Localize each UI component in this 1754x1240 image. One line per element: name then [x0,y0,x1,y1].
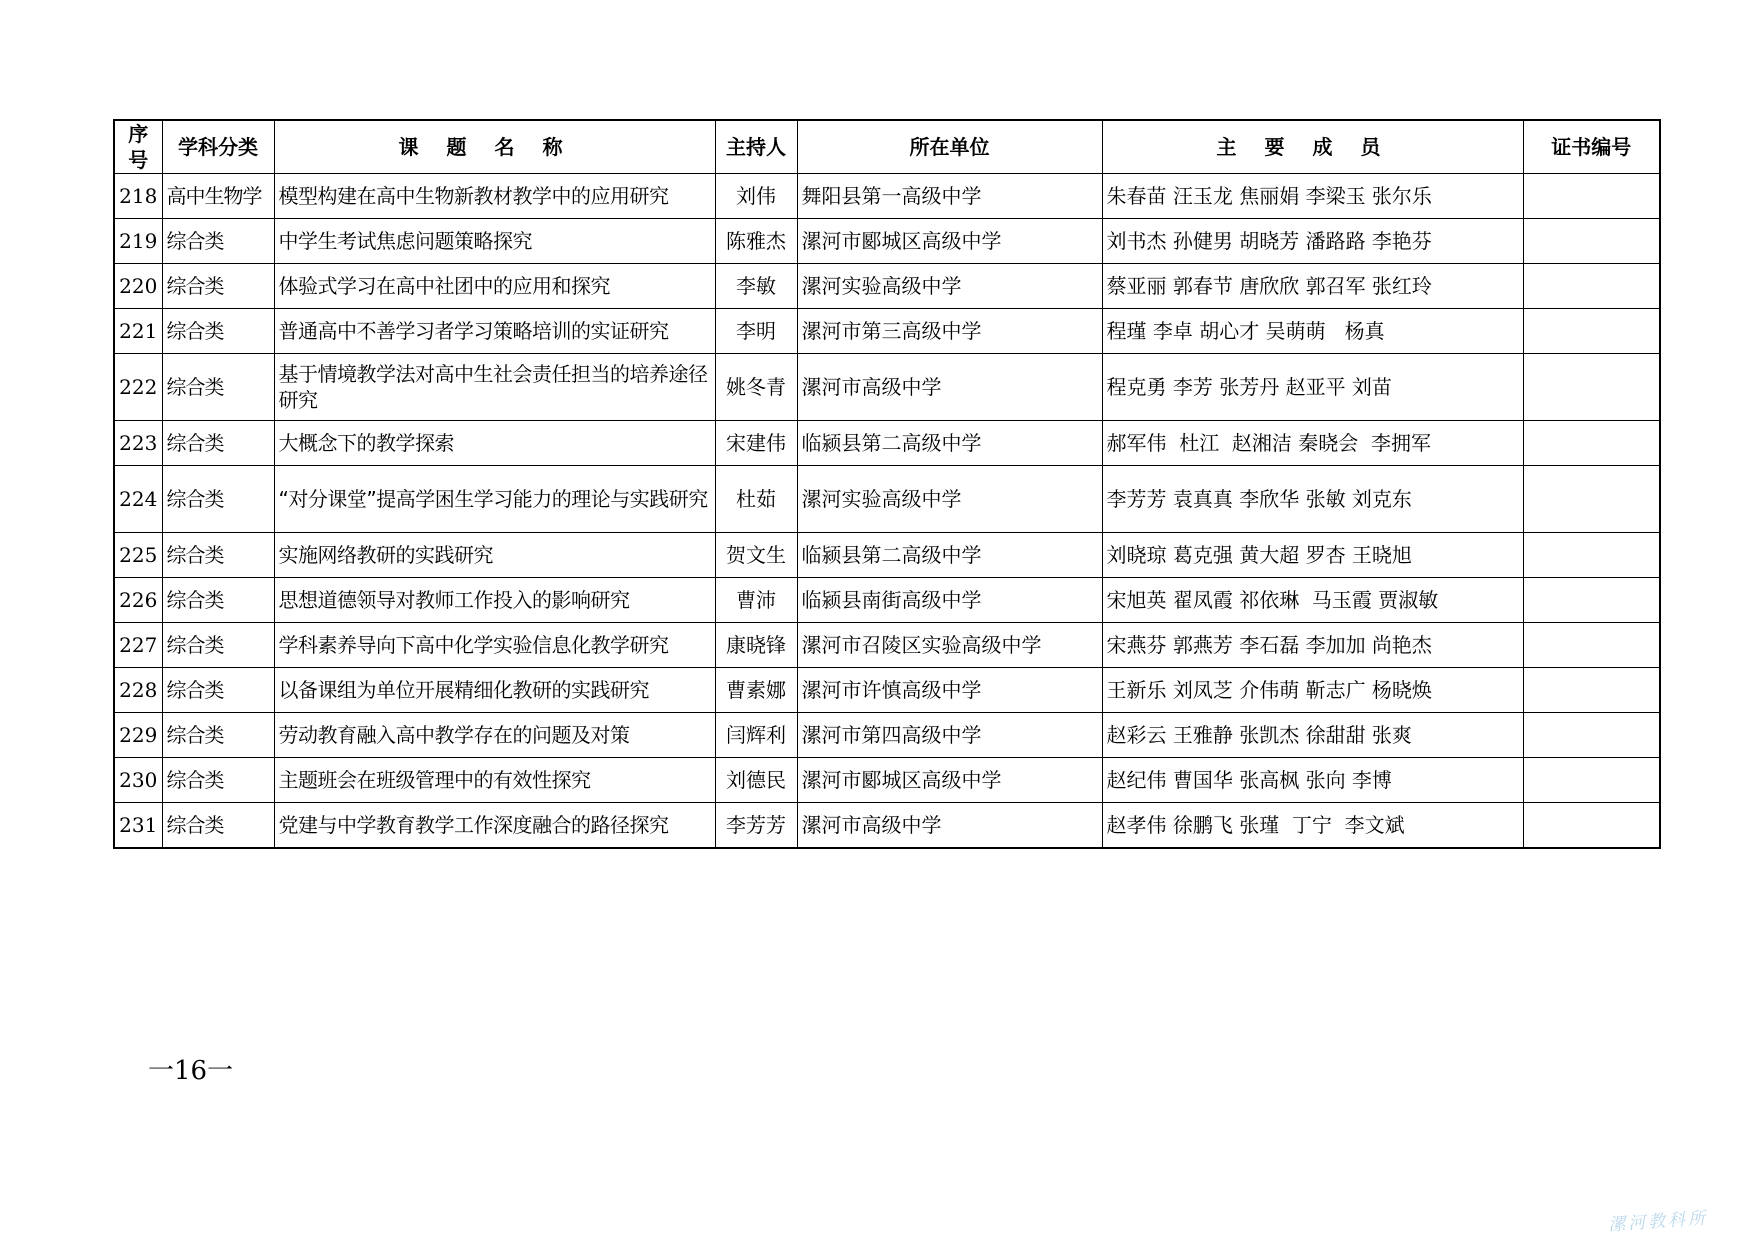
table-row [114,623,1660,668]
cell-category: 综合类 [162,578,274,623]
cell-members: 宋燕芬 郭燕芳 李石磊 李加加 尚艳杰 [1102,623,1523,668]
cell-unit: 漯河市郾城区高级中学 [797,758,1102,803]
table-row [114,264,1660,309]
table-row [114,803,1660,849]
cell-category: 综合类 [162,421,274,466]
table-header-row [114,120,1660,174]
cell-no: 223 [114,421,162,466]
header-category: 学科分类 [162,120,274,174]
cell-unit: 临颍县第二高级中学 [797,421,1102,466]
cell-category: 综合类 [162,264,274,309]
table-row [114,354,1660,421]
header-host: 主持人 [715,120,797,174]
cell-category: 综合类 [162,803,274,849]
cell-no: 229 [114,713,162,758]
cell-title: 思想道德领导对教师工作投入的影响研究 [274,578,715,623]
cell-members: 李芳芳 袁真真 李欣华 张敏 刘克东 [1102,466,1523,533]
cell-cert [1523,803,1660,849]
cell-unit: 漯河市高级中学 [797,803,1102,849]
cell-no: 227 [114,623,162,668]
cell-category: 综合类 [162,623,274,668]
header-unit: 所在单位 [797,120,1102,174]
cell-unit: 漯河市许慎高级中学 [797,668,1102,713]
cell-title: 学科素养导向下高中化学实验信息化教学研究 [274,623,715,668]
cell-category: 高中生物学 [162,174,274,219]
cell-category: 综合类 [162,466,274,533]
watermark: 漯河教科所 [1607,1208,1709,1236]
cell-host: 李敏 [715,264,797,309]
cell-host: 康晓锋 [715,623,797,668]
cell-host: 曹素娜 [715,668,797,713]
table-row [114,466,1660,533]
cell-category: 综合类 [162,219,274,264]
cell-title: 普通高中不善学习者学习策略培训的实证研究 [274,309,715,354]
cell-members: 刘书杰 孙健男 胡晓芳 潘路路 李艳芬 [1102,219,1523,264]
cell-cert [1523,533,1660,578]
cell-host: 刘伟 [715,174,797,219]
cell-title: 体验式学习在高中社团中的应用和探究 [274,264,715,309]
cell-unit: 临颍县第二高级中学 [797,533,1102,578]
cell-host: 李明 [715,309,797,354]
cell-host: 闫辉利 [715,713,797,758]
cell-host: 刘德民 [715,758,797,803]
cell-category: 综合类 [162,668,274,713]
cell-no: 228 [114,668,162,713]
cell-no: 226 [114,578,162,623]
cell-title: 基于情境教学法对高中生社会责任担当的培养途径研究 [274,354,715,421]
cell-no: 221 [114,309,162,354]
cell-unit: 漯河市郾城区高级中学 [797,219,1102,264]
table-row [114,219,1660,264]
page-number: 一16一 [148,1056,234,1086]
cell-category: 综合类 [162,309,274,354]
cell-unit: 漯河市高级中学 [797,354,1102,421]
table-row [114,174,1660,219]
cell-cert [1523,174,1660,219]
table-row [114,533,1660,578]
cell-no: 218 [114,174,162,219]
table-row [114,758,1660,803]
cell-cert [1523,668,1660,713]
cell-members: 程克勇 李芳 张芳丹 赵亚平 刘苗 [1102,354,1523,421]
cell-no: 222 [114,354,162,421]
cell-unit: 舞阳县第一高级中学 [797,174,1102,219]
cell-cert [1523,713,1660,758]
cell-title: 党建与中学教育教学工作深度融合的路径探究 [274,803,715,849]
cell-host: 贺文生 [715,533,797,578]
cell-members: 蔡亚丽 郭春节 唐欣欣 郭召军 张红玲 [1102,264,1523,309]
cell-no: 219 [114,219,162,264]
results-table [113,119,1661,849]
cell-unit: 漯河市召陵区实验高级中学 [797,623,1102,668]
cell-title: 以备课组为单位开展精细化教研的实践研究 [274,668,715,713]
cell-members: 宋旭英 翟凤霞 祁依琳 马玉霞 贾淑敏 [1102,578,1523,623]
cell-category: 综合类 [162,713,274,758]
cell-cert [1523,466,1660,533]
cell-cert [1523,578,1660,623]
cell-cert [1523,354,1660,421]
cell-no: 230 [114,758,162,803]
cell-title: 模型构建在高中生物新教材教学中的应用研究 [274,174,715,219]
table-row [114,713,1660,758]
cell-cert [1523,758,1660,803]
header-no: 序号 [114,120,162,174]
cell-members: 赵孝伟 徐鹏飞 张瑾 丁宁 李文斌 [1102,803,1523,849]
cell-category: 综合类 [162,354,274,421]
cell-members: 程瑾 李卓 胡心才 吴萌萌 杨真 [1102,309,1523,354]
cell-host: 杜茹 [715,466,797,533]
cell-title: 大概念下的教学探索 [274,421,715,466]
cell-members: 赵彩云 王雅静 张凯杰 徐甜甜 张爽 [1102,713,1523,758]
table-row [114,668,1660,713]
cell-no: 225 [114,533,162,578]
cell-title: 实施网络教研的实践研究 [274,533,715,578]
header-title: 课题名称 [274,120,715,174]
cell-title: 中学生考试焦虑问题策略探究 [274,219,715,264]
cell-no: 224 [114,466,162,533]
cell-title: 主题班会在班级管理中的有效性探究 [274,758,715,803]
cell-members: 赵纪伟 曹国华 张高枫 张向 李博 [1102,758,1523,803]
table-row [114,578,1660,623]
cell-cert [1523,421,1660,466]
cell-members: 刘晓琼 葛克强 黄大超 罗杏 王晓旭 [1102,533,1523,578]
cell-no: 220 [114,264,162,309]
cell-host: 宋建伟 [715,421,797,466]
cell-cert [1523,219,1660,264]
cell-unit: 漯河实验高级中学 [797,264,1102,309]
cell-title: 劳动教育融入高中教学存在的问题及对策 [274,713,715,758]
cell-unit: 临颍县南街高级中学 [797,578,1102,623]
cell-members: 朱春苗 汪玉龙 焦丽娟 李梁玉 张尔乐 [1102,174,1523,219]
cell-unit: 漯河实验高级中学 [797,466,1102,533]
header-members: 主要成员 [1102,120,1523,174]
header-cert: 证书编号 [1523,120,1660,174]
table-row [114,421,1660,466]
cell-unit: 漯河市第三高级中学 [797,309,1102,354]
cell-cert [1523,623,1660,668]
cell-cert [1523,309,1660,354]
cell-members: 郝军伟 杜江 赵湘洁 秦晓会 李拥军 [1102,421,1523,466]
cell-host: 李芳芳 [715,803,797,849]
table-row [114,309,1660,354]
cell-host: 姚冬青 [715,354,797,421]
cell-category: 综合类 [162,758,274,803]
cell-category: 综合类 [162,533,274,578]
cell-no: 231 [114,803,162,849]
cell-host: 陈雅杰 [715,219,797,264]
cell-cert [1523,264,1660,309]
cell-unit: 漯河市第四高级中学 [797,713,1102,758]
cell-title: “对分课堂”提高学困生学习能力的理论与实践研究 [274,466,715,533]
cell-host: 曹沛 [715,578,797,623]
cell-members: 王新乐 刘凤芝 介伟萌 靳志广 杨晓焕 [1102,668,1523,713]
